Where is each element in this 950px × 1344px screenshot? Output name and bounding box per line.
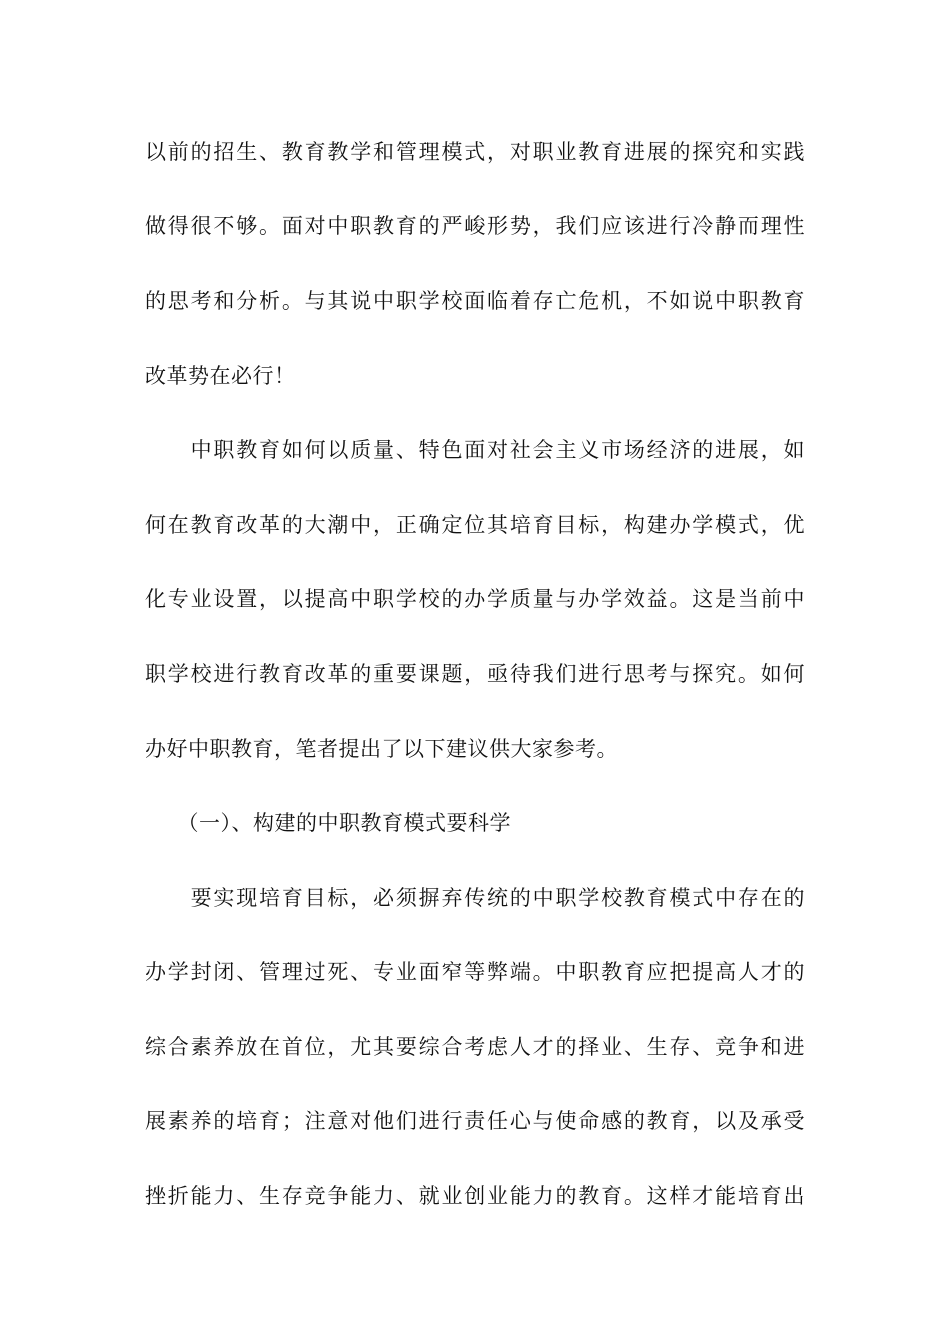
text-line: 要实现培育目标，必须摒弃传统的中职学校教育模式中存在的	[145, 886, 805, 910]
text-line: 改革势在必行！	[145, 364, 296, 388]
text-line: 化专业设置，以提高中职学校的办学质量与办学效益。这是当前中	[145, 587, 805, 611]
text-line: 做得很不够。面对中职教育的严峻形势，我们应该进行冷静而理性	[145, 214, 805, 238]
text-line: 挫折能力、生存竞争能力、就业创业能力的教育。这样才能培育出	[145, 1184, 805, 1208]
text-line: 的思考和分析。与其说中职学校面临着存亡危机，不如说中职教育	[145, 289, 805, 313]
text-line: 展素养的培育；注意对他们进行责任心与使命感的教育，以及承受	[145, 1109, 805, 1133]
text-line: 办学封闭、管理过死、专业面窄等弊端。中职教育应把提高人才的	[145, 960, 805, 984]
section-heading: （一）、构建的中职教育模式要科学	[145, 811, 511, 835]
text-line: 中职教育如何以质量、特色面对社会主义市场经济的进展，如	[145, 438, 805, 462]
text-line: 何在教育改革的大潮中，正确定位其培育目标，构建办学模式，优	[145, 513, 805, 537]
text-line: 综合素养放在首位，尤其要综合考虑人才的择业、生存、竞争和进	[145, 1035, 805, 1059]
text-line: 职学校进行教育改革的重要课题，亟待我们进行思考与探究。如何	[145, 662, 805, 686]
text-line: 以前的招生、教育教学和管理模式，对职业教育进展的探究和实践	[145, 140, 805, 164]
text-line: 办好中职教育，笔者提出了以下建议供大家参考。	[145, 737, 618, 761]
